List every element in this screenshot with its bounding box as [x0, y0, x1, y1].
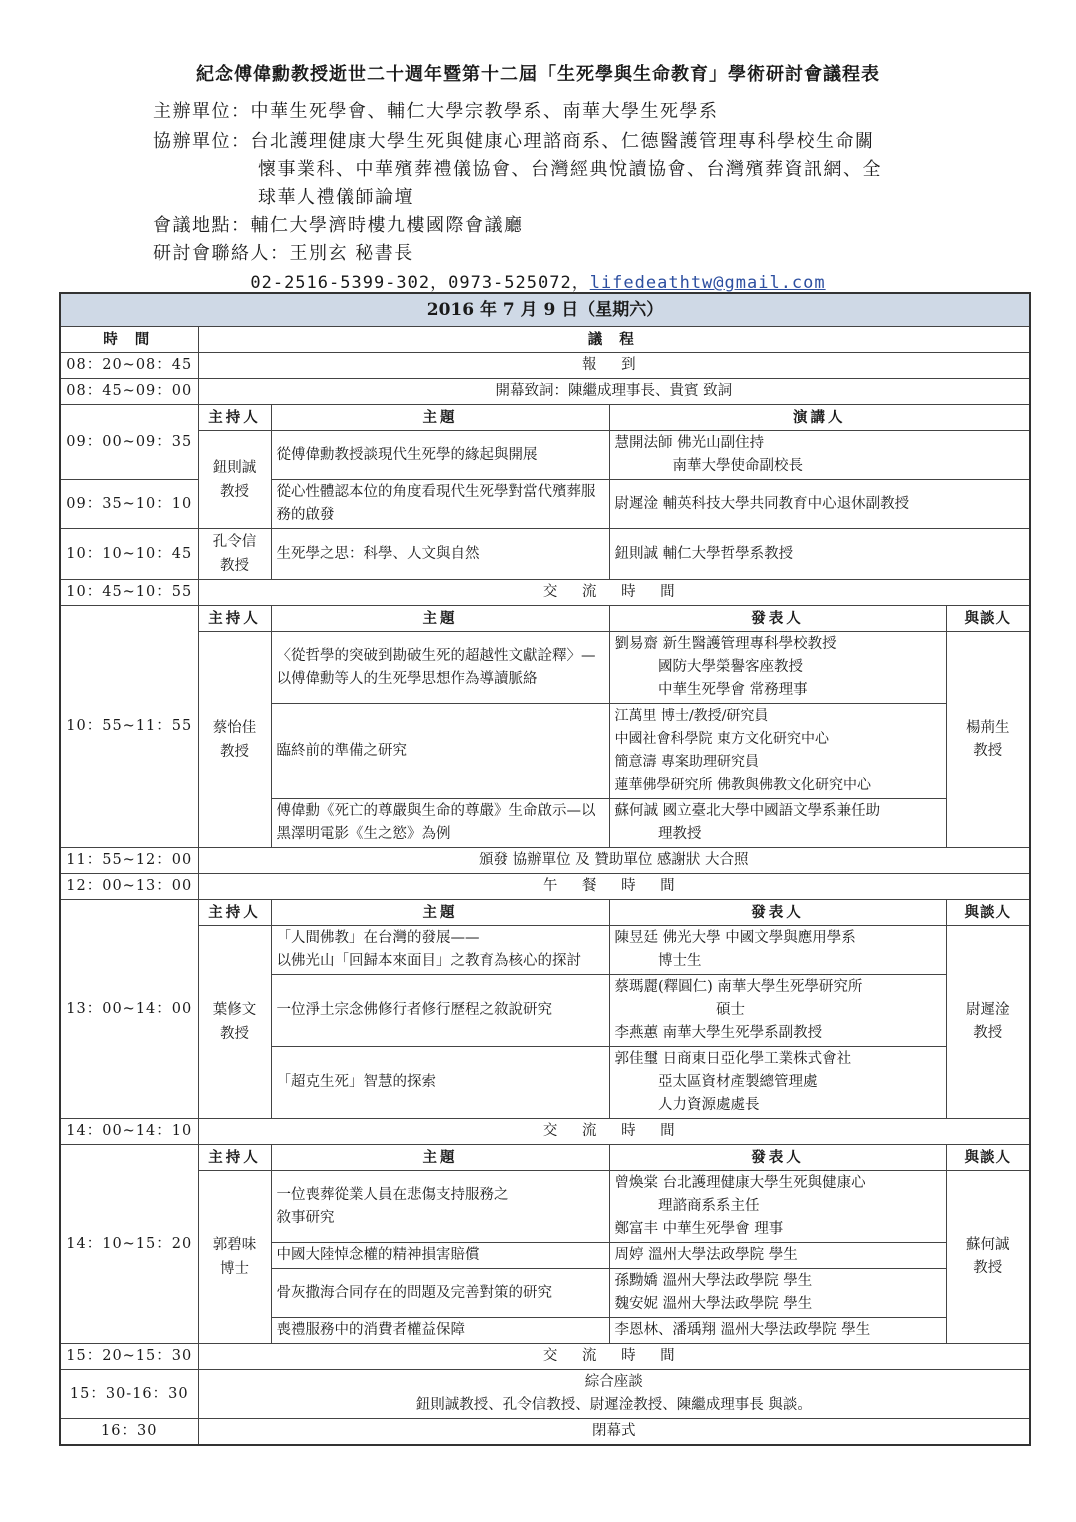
topic-cell: 生死學之思：科學、人文與自然: [271, 529, 609, 580]
topic-cell: 一位喪葬從業人員在悲傷支持服務之 敘事研究: [271, 1171, 609, 1243]
host-cell: 葉修文 教授: [198, 926, 271, 1119]
host-header: 主持人: [198, 405, 271, 431]
topic-cell: 「超克生死」智慧的探索: [271, 1047, 609, 1119]
table-row: [60, 848, 1030, 874]
panel-title: 綜合座談: [584, 1374, 643, 1390]
break-cell: 交 流 時 間: [198, 1344, 1030, 1370]
topic-header: 主題: [271, 1145, 609, 1171]
presenter-cell: 周婷 溫州大學法政學院 學生: [609, 1243, 946, 1269]
time-cell: 15：30-16：30: [60, 1370, 198, 1419]
topic-header: 主題: [271, 606, 609, 632]
co-organizer-line-1: 協辦單位：台北護理健康大學生死與健康心理諮商系、仁德醫護管理專科學校生命關: [153, 131, 875, 152]
session-header-row: [60, 606, 1030, 632]
break-cell: 交 流 時 間: [198, 1119, 1030, 1145]
presenter-header: 發表人: [609, 900, 946, 926]
table-row: [60, 926, 1030, 975]
host-cell: 鈕則誠 教授: [198, 431, 271, 529]
table-row: [60, 1119, 1030, 1145]
time-cell: 14：00~14：10: [60, 1119, 198, 1145]
table-row: [60, 379, 1030, 405]
table-row: [60, 353, 1030, 379]
table-row: [60, 874, 1030, 900]
table-row: [60, 529, 1030, 580]
topic-cell: 中國大陸悼念權的精神損害賠償: [271, 1243, 609, 1269]
topic-cell: 〈從哲學的突破到勘破生死的超越性文獻詮釋〉—以傅偉勳等人的生死學思想作為導讀脈絡: [271, 632, 609, 704]
date-row: [60, 293, 1030, 327]
host-cell: 孔令信 教授: [198, 529, 271, 580]
co-organizer-line-3: 球華人禮儀師論壇: [258, 187, 414, 208]
session-header-row: [60, 405, 1030, 431]
table-row: [60, 1171, 1030, 1243]
contact-line: [0, 268, 1076, 293]
table-row: [60, 1344, 1030, 1370]
host-cell: 蔡怡佳 教授: [198, 632, 271, 848]
topic-cell: 喪禮服務中的消費者權益保障: [271, 1318, 609, 1344]
topic-cell: 臨終前的準備之研究: [271, 704, 609, 799]
presenter-header: 發表人: [609, 606, 946, 632]
break-cell: 交 流 時 間: [198, 580, 1030, 606]
presenter-cell: 曾煥棠 台北護理健康大學生死與健康心 理諮商系系主任 鄭富丰 中華生死學會 理事: [609, 1171, 946, 1243]
schedule-date: 2016 年 7 月 9 日（星期六）: [60, 293, 1030, 327]
discussant-cell: 蘇何誠 教授: [946, 1171, 1030, 1344]
col-header-agenda: 議 程: [198, 327, 1030, 353]
table-row: [60, 1419, 1030, 1446]
presenter-cell: 江萬里 博士/教授/研究員 中國社會科學院 東方文化研究中心 簡意濤 專案助理研究員 蓮華佛學研究所 佛教與佛教文化研究中心: [609, 704, 946, 799]
discussant-cell: 楊荊生 教授: [946, 632, 1030, 848]
presenter-cell: 郭佳璽 日商東日亞化學工業株式會社 亞太區資材產製總管理處 人力資源處處長: [609, 1047, 946, 1119]
column-header-row: [60, 327, 1030, 353]
topic-cell: 從心性體認本位的角度看現代生死學對當代殯葬服務的啟發: [271, 480, 609, 529]
time-cell: 09：35~10：10: [60, 480, 198, 529]
presenter-cell: 蔡瑪麗(釋圓仁) 南華大學生死學研究所 碩士 李燕蕙 南華大學生死學系副教授: [609, 975, 946, 1047]
presenter-cell: 陳昱廷 佛光大學 中國文學與應用學系 博士生: [609, 926, 946, 975]
host-cell: 郭碧味 博士: [198, 1171, 271, 1344]
discussant-cell: 尉遲淦 教授: [946, 926, 1030, 1119]
discussant-header: 與談人: [946, 1145, 1030, 1171]
time-cell: 08：45~09：00: [60, 379, 198, 405]
presenter-header: 發表人: [609, 1145, 946, 1171]
host-header: 主持人: [198, 606, 271, 632]
time-cell: 13：00~14：00: [60, 900, 198, 1119]
time-cell: 08：20~08：45: [60, 353, 198, 379]
time-cell: 12：00~13：00: [60, 874, 198, 900]
presenter-cell: 孫黝嬌 溫州大學法政學院 學生 魏安妮 溫州大學法政學院 學生: [609, 1269, 946, 1318]
organizer-line: 主辦單位：中華生死學會、輔仁大學宗教學系、南華大學生死學系: [153, 101, 719, 122]
topic-cell: 「人間佛教」在台灣的發展—— 以佛光山「回歸本來面目」之教育為核心的探討: [271, 926, 609, 975]
topic-cell: 一位淨土宗念佛修行者修行歷程之敘說研究: [271, 975, 609, 1047]
time-cell: 16：30: [60, 1419, 198, 1446]
contact-person-line: 研討會聯絡人：王別玄 秘書長: [153, 243, 414, 264]
time-cell: 11：55~12：00: [60, 848, 198, 874]
ceremony-cell: 頒發 協辦單位 及 贊助單位 感謝狀 大合照: [198, 848, 1030, 874]
time-cell: 10：55~11：55: [60, 606, 198, 848]
panel-participants: 鈕則誠教授、孔令信教授、尉遲淦教授、陳繼成理事長 與談。: [415, 1397, 812, 1413]
time-cell: 14：10~15：20: [60, 1145, 198, 1344]
presenter-cell: 李恩林、潘瑀翔 溫州大學法政學院 學生: [609, 1318, 946, 1344]
panel-discussion-cell: [198, 1370, 1030, 1419]
speaker-cell: 尉遲淦 輔英科技大學共同教育中心退休副教授: [609, 480, 1030, 529]
venue-line: 會議地點：輔仁大學濟時樓九樓國際會議廳: [153, 215, 524, 236]
discussant-header: 與談人: [946, 606, 1030, 632]
lunch-cell: 午 餐 時 間: [198, 874, 1030, 900]
topic-header: 主題: [271, 405, 609, 431]
page-title: 紀念傅偉勳教授逝世二十週年暨第十二屆「生死學與生命教育」學術研討會議程表: [196, 64, 880, 85]
contact-phone: 02-2516-5399-302，0973-525072，: [250, 273, 590, 293]
topic-cell: 傅偉勳《死亡的尊嚴與生命的尊嚴》生命啟示—以黑澤明電影《生之慾》為例: [271, 799, 609, 848]
closing-cell: 閉幕式: [198, 1419, 1030, 1446]
presenter-cell: 蘇何誠 國立臺北大學中國語文學系兼任助 理教授: [609, 799, 946, 848]
registration-cell: 報 到: [198, 353, 1030, 379]
time-cell: 15：20~15：30: [60, 1344, 198, 1370]
speaker-cell: 鈕則誠 輔仁大學哲學系教授: [609, 529, 1030, 580]
time-cell: 09：00~09：35: [60, 405, 198, 480]
col-header-time: 時 間: [60, 327, 198, 353]
speaker-cell: 慧開法師 佛光山副住持 南華大學使命副校長: [609, 431, 1030, 480]
session-header-row: [60, 900, 1030, 926]
topic-cell: 從傅偉勳教授談現代生死學的緣起與開展: [271, 431, 609, 480]
table-row: [60, 1370, 1030, 1419]
time-cell: 10：45~10：55: [60, 580, 198, 606]
session-header-row: [60, 1145, 1030, 1171]
host-header: 主持人: [198, 1145, 271, 1171]
co-organizer-line-2: 懷事業科、中華殯葬禮儀協會、台灣經典悅讀協會、台灣殯葬資訊網、全: [258, 159, 882, 180]
contact-email-link[interactable]: lifedeathtw@gmail.com: [589, 273, 826, 293]
time-cell: 10：10~10：45: [60, 529, 198, 580]
table-row: [60, 580, 1030, 606]
speaker-header: 演講人: [609, 405, 1030, 431]
presenter-cell: 劉易齋 新生醫護管理專科學校教授 國防大學榮譽客座教授 中華生死學會 常務理事: [609, 632, 946, 704]
schedule-table: [59, 292, 1031, 1446]
topic-header: 主題: [271, 900, 609, 926]
discussant-header: 與談人: [946, 900, 1030, 926]
table-row: [60, 632, 1030, 704]
table-row: [60, 431, 1030, 480]
host-header: 主持人: [198, 900, 271, 926]
opening-speech-cell: 開幕致詞：陳繼成理事長、貴賓 致詞: [198, 379, 1030, 405]
topic-cell: 骨灰撒海合同存在的問題及完善對策的研究: [271, 1269, 609, 1318]
